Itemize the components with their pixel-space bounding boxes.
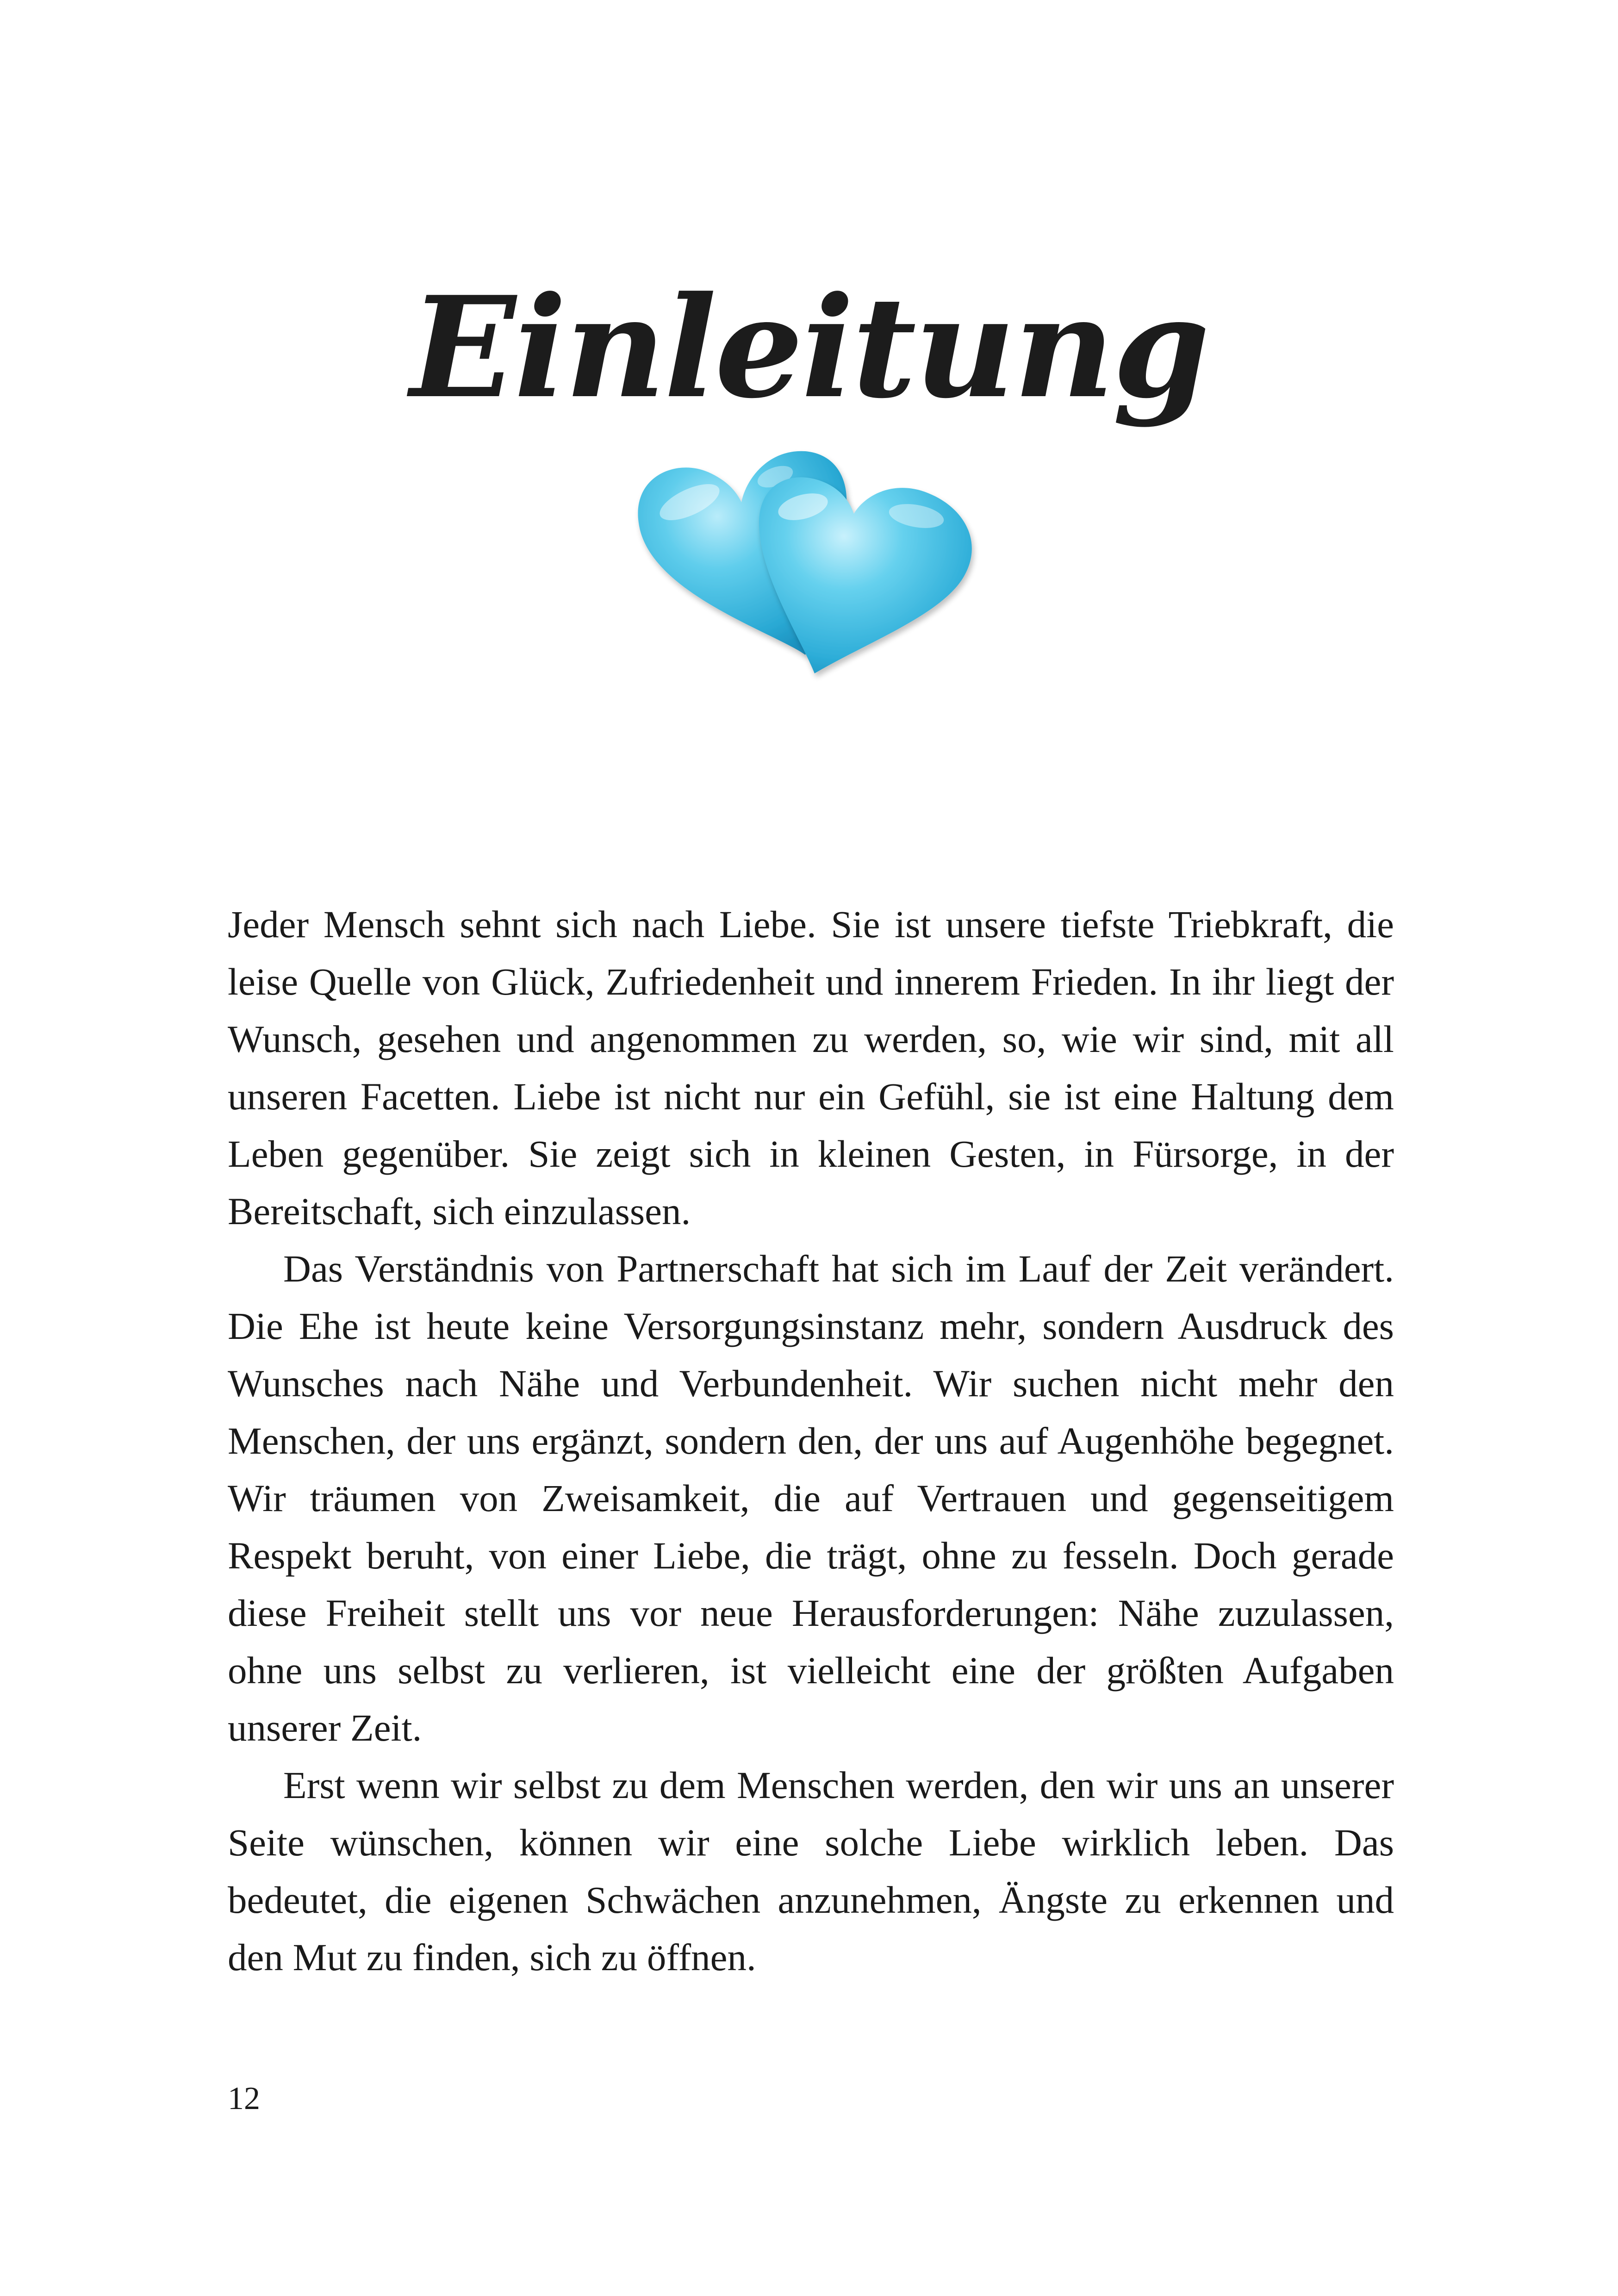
page-title: Einleitung [410, 266, 1208, 429]
body-text [228, 896, 1394, 1986]
two-blue-hearts-icon [620, 421, 1000, 699]
paragraph: Das Verständnis von Partnerschaft hat sich im Lauf der Zeit verändert. Die Ehe ist heute keine Versorgungsinstanz mehr, sondern Ausdruck des Wunsches nach Nähe und Verbundenheit. Wir suchen nicht mehr den Menschen, der uns ergänzt, sondern den, der uns auf Augenhöhe begegnet. Wir träumen von Zweisamkeit, die auf Vertrauen und gegenseitigem Respekt beruht, von einer Liebe, die trägt, ohne zu fesseln. Doch gerade diese Freiheit stellt uns vor neue Herausforderungen: Nähe zuzulassen, ohne uns selbst zu verlieren, ist vielleicht eine der größten Aufgaben unserer Zeit. [228, 1247, 1394, 1749]
page-number: 12 [228, 2081, 260, 2116]
paragraph: Jeder Mensch sehnt sich nach Liebe. Sie ist unsere tiefste Triebkraft, die leise Quelle von Glück, Zufriedenheit und innerem Frieden. In ihr liegt der Wunsch, gesehen und angenommen zu werden, so, wie wir sind, mit all unseren Facetten. Liebe ist nicht nur ein Gefühl, sie ist eine Haltung dem Leben gegenüber. Sie zeigt sich in kleinen Gesten, in Fürsorge, in der Bereitschaft, sich einzulassen. [228, 903, 1394, 1232]
paragraph: Erst wenn wir selbst zu dem Menschen werden, den wir uns an unserer Seite wünschen, können wir eine solche Liebe wirklich leben. Das bedeutet, die eigenen Schwächen anzunehmen, Ängste zu erkennen und den Mut zu finden, sich zu öffnen. [228, 1764, 1394, 1979]
